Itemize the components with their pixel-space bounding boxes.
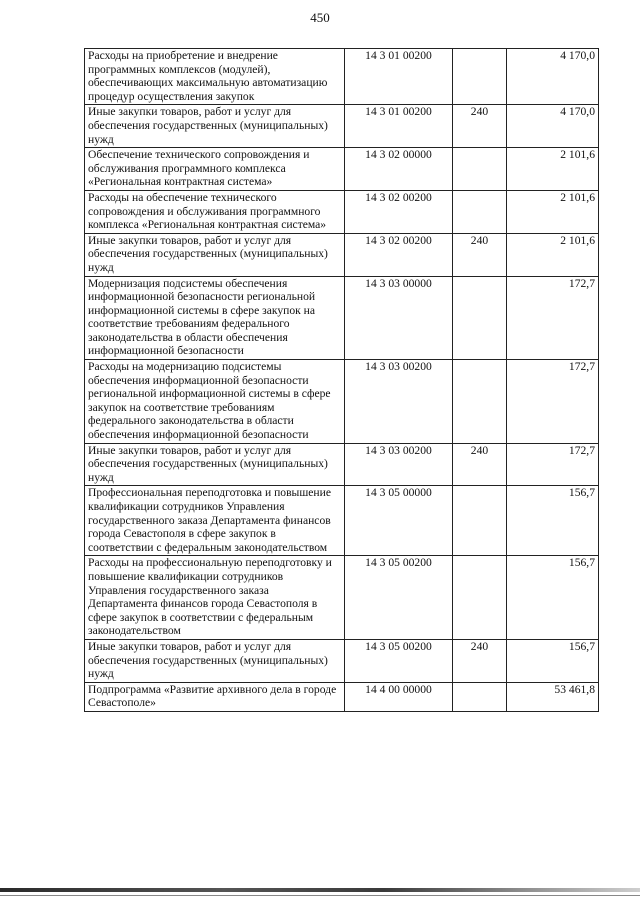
row-name: Иные закупки товаров, работ и услуг для обеспечения государственных (муниципальных) нужд bbox=[85, 233, 345, 276]
row-sum: 2 101,6 bbox=[507, 233, 599, 276]
row-sum: 156,7 bbox=[507, 486, 599, 556]
row-expense-type bbox=[453, 276, 507, 360]
scan-edge-line bbox=[0, 895, 640, 896]
row-code: 14 3 02 00200 bbox=[345, 233, 453, 276]
row-code: 14 3 03 00200 bbox=[345, 360, 453, 444]
table-row bbox=[85, 360, 599, 444]
table-row bbox=[85, 233, 599, 276]
row-sum: 172,7 bbox=[507, 443, 599, 486]
row-sum: 53 461,8 bbox=[507, 682, 599, 711]
table-row bbox=[85, 639, 599, 682]
table-row bbox=[85, 105, 599, 148]
table-row bbox=[85, 443, 599, 486]
row-sum: 156,7 bbox=[507, 556, 599, 640]
row-expense-type: 240 bbox=[453, 105, 507, 148]
row-expense-type: 240 bbox=[453, 443, 507, 486]
table-row bbox=[85, 190, 599, 233]
row-name: Модернизация подсистемы обеспечения информационной безопасности региональной информационной системы в сфере закупок на соответствие требованиям федерального законодательства в области обеспечения информационной безопасности bbox=[85, 276, 345, 360]
table-row bbox=[85, 682, 599, 711]
row-expense-type bbox=[453, 360, 507, 444]
row-name: Обеспечение технического сопровождения и обслуживания программного комплекса «Региональная контрактная система» bbox=[85, 148, 345, 191]
row-name: Расходы на модернизацию подсистемы обеспечения информационной безопасности региональной информационной системы в сфере закупок на соответствие требованиям федерального законодательства в области обеспечения информационной безопасности bbox=[85, 360, 345, 444]
row-name: Иные закупки товаров, работ и услуг для обеспечения государственных (муниципальных) нужд bbox=[85, 105, 345, 148]
row-sum: 2 101,6 bbox=[507, 148, 599, 191]
row-sum: 156,7 bbox=[507, 639, 599, 682]
row-sum: 172,7 bbox=[507, 276, 599, 360]
row-code: 14 3 01 00200 bbox=[345, 105, 453, 148]
table-row bbox=[85, 148, 599, 191]
table-row bbox=[85, 49, 599, 105]
row-code: 14 3 01 00200 bbox=[345, 49, 453, 105]
row-expense-type: 240 bbox=[453, 233, 507, 276]
row-sum: 4 170,0 bbox=[507, 105, 599, 148]
budget-table bbox=[84, 48, 599, 712]
scan-edge-bar bbox=[0, 888, 640, 892]
row-expense-type bbox=[453, 190, 507, 233]
row-code: 14 3 03 00000 bbox=[345, 276, 453, 360]
row-code: 14 3 03 00200 bbox=[345, 443, 453, 486]
row-code: 14 3 02 00200 bbox=[345, 190, 453, 233]
table-row bbox=[85, 556, 599, 640]
row-code: 14 4 00 00000 bbox=[345, 682, 453, 711]
row-sum: 172,7 bbox=[507, 360, 599, 444]
row-name: Иные закупки товаров, работ и услуг для обеспечения государственных (муниципальных) нужд bbox=[85, 443, 345, 486]
row-name: Профессиональная переподготовка и повышение квалификации сотрудников Управления государственного заказа Департамента финансов города Севастополя в сфере закупок в соответствии с федеральным законодательством bbox=[85, 486, 345, 556]
row-name: Расходы на приобретение и внедрение программных комплексов (модулей), обеспечивающих максимальную автоматизацию процедур осуществления закупок bbox=[85, 49, 345, 105]
row-expense-type bbox=[453, 49, 507, 105]
row-code: 14 3 05 00200 bbox=[345, 639, 453, 682]
row-sum: 2 101,6 bbox=[507, 190, 599, 233]
row-name: Иные закупки товаров, работ и услуг для обеспечения государственных (муниципальных) нужд bbox=[85, 639, 345, 682]
row-expense-type bbox=[453, 486, 507, 556]
row-code: 14 3 05 00000 bbox=[345, 486, 453, 556]
row-code: 14 3 02 00000 bbox=[345, 148, 453, 191]
row-expense-type bbox=[453, 556, 507, 640]
row-expense-type: 240 bbox=[453, 639, 507, 682]
page-number: 450 bbox=[310, 10, 330, 25]
row-name: Подпрограмма «Развитие архивного дела в городе Севастополе» bbox=[85, 682, 345, 711]
row-sum: 4 170,0 bbox=[507, 49, 599, 105]
row-expense-type bbox=[453, 682, 507, 711]
table-row bbox=[85, 486, 599, 556]
row-expense-type bbox=[453, 148, 507, 191]
table-row bbox=[85, 276, 599, 360]
row-name: Расходы на профессиональную переподготовку и повышение квалификации сотрудников Управления государственного заказа Департамента финансов города Севастополя в сфере закупок в соответствии с федеральным законодательством bbox=[85, 556, 345, 640]
budget-table-body bbox=[85, 49, 599, 712]
row-code: 14 3 05 00200 bbox=[345, 556, 453, 640]
row-name: Расходы на обеспечение технического сопровождения и обслуживания программного комплекса «Региональная контрактная система» bbox=[85, 190, 345, 233]
